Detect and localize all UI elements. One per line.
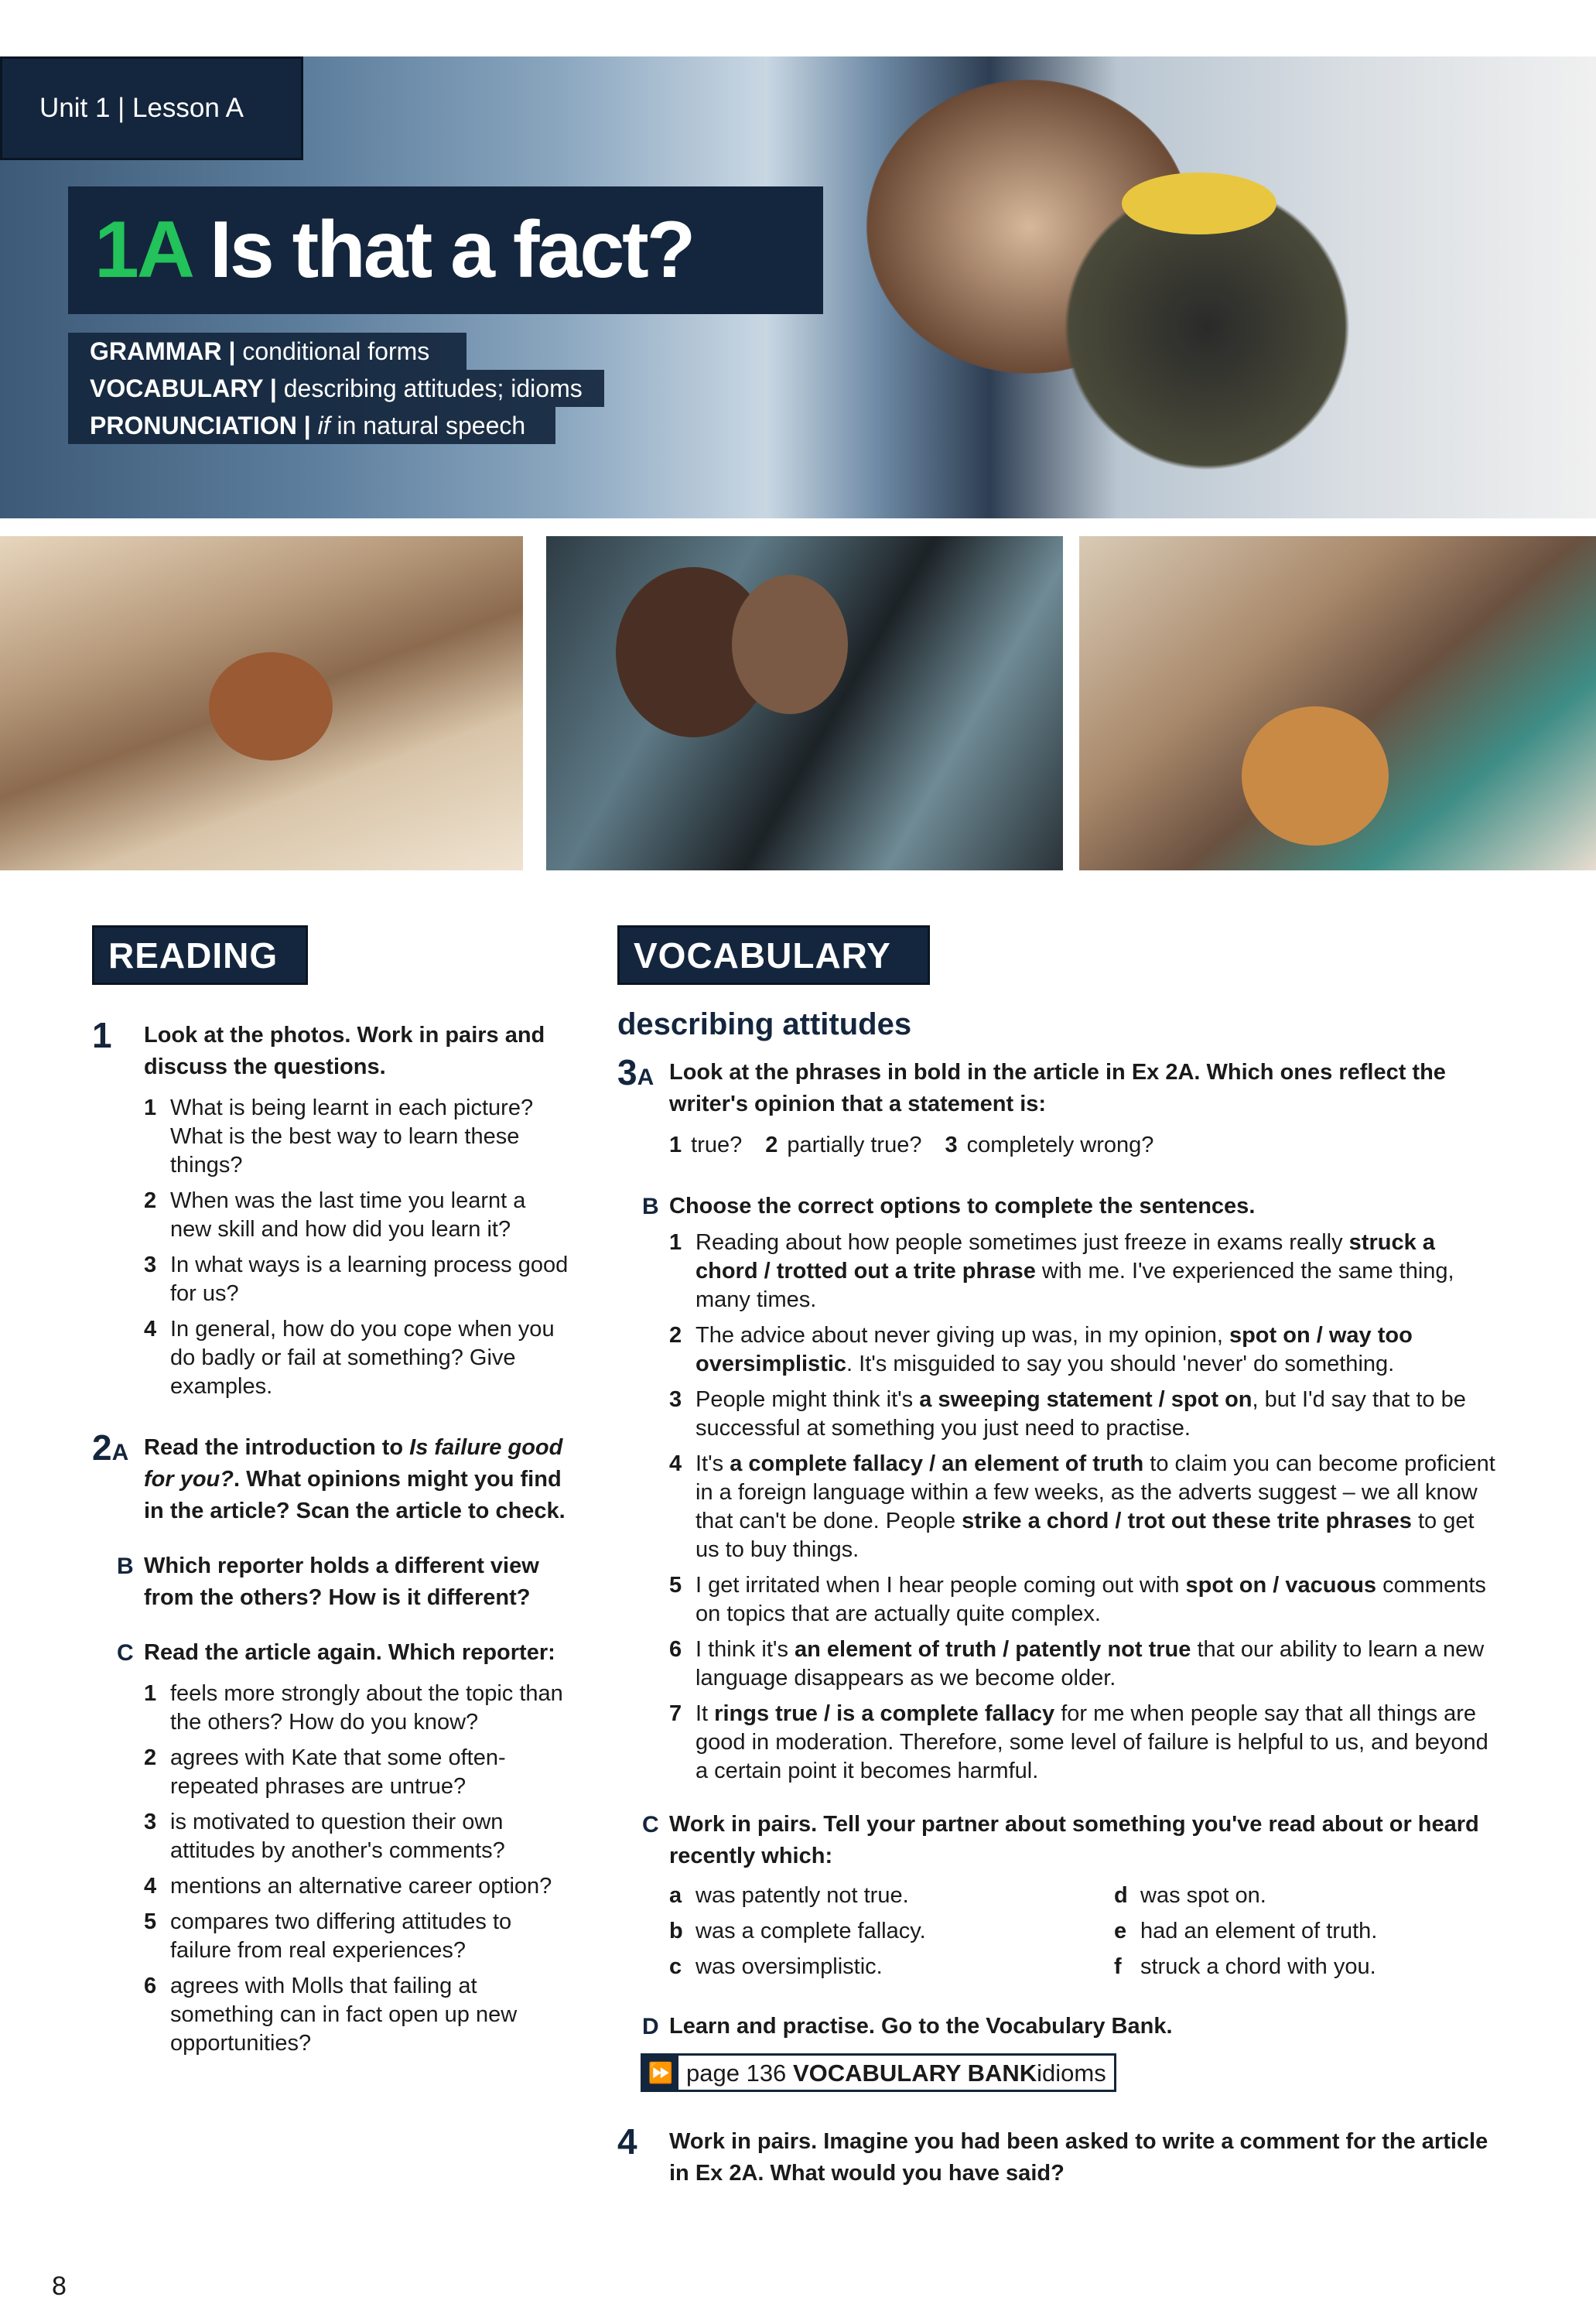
item-letter: a <box>669 1883 682 1908</box>
item-text: was oversimplistic. <box>695 1954 883 1979</box>
prompt-item <box>669 1882 1114 1910</box>
list-item <box>144 1872 572 1901</box>
sentence-item <box>669 1450 1499 1564</box>
item-text: In what ways is a learning process good for us? <box>170 1253 569 1306</box>
item-text: was a complete fallacy. <box>695 1919 926 1943</box>
exercise-letter: B <box>642 1194 659 1219</box>
sentence-item <box>669 1571 1499 1629</box>
sentence-item <box>669 1321 1499 1379</box>
phrase-options: spot on / vacuous <box>1185 1573 1377 1598</box>
photo-driving-lesson <box>546 536 1063 870</box>
lesson-title <box>68 186 823 314</box>
reading-heading: READING <box>92 925 308 985</box>
sentence-fragment: It <box>695 1701 715 1726</box>
sentence-text <box>695 1571 1499 1629</box>
sentence-fragment: I think it's <box>695 1637 795 1662</box>
sentence-fragment: , but I'd say that to be successful at something you just need to practise. <box>695 1387 1466 1441</box>
exercise-letter: C <box>117 1640 134 1666</box>
item-text: In general, how do you cope when you do badly or fail at something? Give examples. <box>170 1317 555 1399</box>
exercise-number-digit: 3 <box>617 1052 637 1092</box>
list-item <box>144 1744 572 1801</box>
item-letter: b <box>669 1919 683 1943</box>
list-item <box>144 1187 572 1244</box>
phrase-options: a sweeping statement / spot on <box>919 1387 1253 1412</box>
sentence-fragment: that our ability to learn a new language disappears as we become older. <box>695 1637 1485 1690</box>
option-item <box>765 1131 921 1160</box>
reading-section <box>92 1015 572 2065</box>
grammar-focus <box>68 333 466 370</box>
sentence-fragment: People might think it's <box>695 1387 920 1412</box>
sentence-item <box>669 1636 1499 1693</box>
phrase-options: spot on / way too oversimplistic <box>695 1323 1413 1376</box>
option-list <box>669 1131 1499 1160</box>
option-number: 2 <box>765 1133 778 1157</box>
focus-label: VOCABULARY | <box>90 374 277 402</box>
item-number: 1 <box>144 1096 157 1120</box>
sentence-fragment: Reading about how people sometimes just freeze in exams really <box>695 1230 1349 1255</box>
pronunciation-focus <box>68 407 555 444</box>
exercise-instruction: Look at the photos. Work in pairs and discuss the questions. <box>144 1023 545 1079</box>
photo-detail <box>1242 706 1389 846</box>
item-number: 1 <box>669 1230 682 1255</box>
item-text: was patently not true. <box>695 1883 909 1908</box>
item-text: agrees with Molls that failing at something can in fact open up new opportunities? <box>170 1974 518 2056</box>
item-number: 2 <box>144 1188 157 1213</box>
sentence-text <box>695 1450 1499 1564</box>
prompt-item <box>669 1917 1114 1946</box>
sentence-text <box>695 1229 1499 1314</box>
prompt-list <box>669 1882 1499 1981</box>
exercise-instruction: Work in pairs. Tell your partner about something you've read about or heard recently which: <box>669 1812 1479 1868</box>
item-text: is motivated to question their own attitudes by another's comments? <box>170 1810 505 1863</box>
item-number: 3 <box>144 1253 157 1277</box>
item-number: 4 <box>669 1451 682 1476</box>
exercise-1 <box>92 1015 572 1083</box>
vocabulary-bank-link[interactable] <box>641 2053 1116 2092</box>
item-letter: c <box>669 1954 682 1979</box>
instruction-text: Read the introduction to <box>144 1435 410 1460</box>
exercise-3a <box>617 1052 1499 1120</box>
item-letter: e <box>1114 1919 1127 1943</box>
exercise-number-digit: 2 <box>92 1427 112 1468</box>
sentence-fragment: It's <box>695 1451 730 1476</box>
item-letter: d <box>1114 1883 1128 1908</box>
focus-text-italic: if <box>310 412 330 439</box>
exercise-letter: D <box>642 2014 659 2039</box>
option-item <box>669 1131 742 1160</box>
item-number: 5 <box>144 1909 157 1934</box>
sentence-fragment: I get irritated when I hear people coming out with <box>695 1573 1186 1598</box>
option-number: 1 <box>669 1133 682 1157</box>
list-item <box>144 1094 572 1180</box>
sentence-fragment: for me when people say that all things are good in moderation. Therefore, some level of failure is helpful to us, and beyond a certain point it becomes harmful. <box>695 1701 1488 1783</box>
option-text: partially true? <box>787 1133 922 1157</box>
photo-detail <box>732 575 848 714</box>
unit-lesson-label: Unit 1 | Lesson A <box>0 56 303 160</box>
sentence-text <box>695 1321 1499 1379</box>
exercise-3b <box>617 1191 1499 1222</box>
sentence-fragment: comments on topics that are actually quite complex. <box>695 1573 1486 1626</box>
vocabulary-focus <box>68 370 604 407</box>
bank-page: page 136 <box>686 2059 787 2087</box>
sentence-text <box>695 1636 1499 1693</box>
lesson-number: 1A <box>94 205 193 295</box>
exercise-instruction: Choose the correct options to complete the sentences. <box>669 1194 1256 1219</box>
exercise-letter: B <box>117 1554 134 1579</box>
focus-label: GRAMMAR | <box>90 337 236 365</box>
exercise-instruction: Learn and practise. Go to the Vocabulary Bank. <box>669 2014 1173 2039</box>
exercise-number: 1 <box>92 1015 112 1055</box>
item-text: When was the last time you learnt a new skill and how did you learn it? <box>170 1188 526 1242</box>
vocabulary-subheading: describing attitudes <box>617 1007 912 1041</box>
exercise-2a <box>92 1427 572 1527</box>
sentence-text <box>695 1386 1499 1443</box>
focus-text: in natural speech <box>330 412 526 439</box>
item-number: 2 <box>144 1745 157 1770</box>
item-number: 7 <box>669 1701 682 1726</box>
option-text: true? <box>691 1133 743 1157</box>
list-item <box>144 1908 572 1965</box>
phrase-options: an element of truth / patently not true <box>795 1637 1191 1662</box>
item-letter: f <box>1114 1954 1122 1979</box>
exercise-4 <box>617 2121 1499 2189</box>
item-number: 2 <box>669 1323 682 1348</box>
option-number: 3 <box>945 1133 958 1157</box>
sentence-list <box>669 1229 1499 1786</box>
article-title: Is failure good for you? <box>144 1435 563 1492</box>
item-text: feels more strongly about the topic than the others? How do you know? <box>170 1681 563 1735</box>
option-item <box>945 1131 1153 1160</box>
phrase-options: a complete fallacy / an element of truth <box>730 1451 1144 1476</box>
question-list <box>144 1680 572 2058</box>
vocabulary-section <box>617 1006 1499 2189</box>
exercise-instruction <box>144 1432 572 1527</box>
question-list <box>144 1094 572 1401</box>
prompt-item <box>1114 1917 1499 1946</box>
item-number: 6 <box>669 1637 682 1662</box>
item-text: mentions an alternative career option? <box>170 1874 552 1899</box>
focus-text: describing attitudes; idioms <box>276 374 583 402</box>
exercise-3d <box>617 2011 1499 2042</box>
exercise-3c <box>617 1809 1499 1872</box>
focus-label: PRONUNCIATION | <box>90 412 311 439</box>
phrase-options: struck a chord / trotted out a trite phrase <box>695 1230 1435 1284</box>
exercise-number <box>92 1427 144 1527</box>
page-number: 8 <box>52 2271 67 2301</box>
item-number: 3 <box>669 1387 682 1412</box>
exercise-number <box>617 1052 669 1120</box>
focus-text: conditional forms <box>235 337 430 365</box>
item-number: 4 <box>144 1874 157 1899</box>
sentence-item <box>669 1229 1499 1314</box>
photo-detail <box>209 652 333 761</box>
item-text: was spot on. <box>1140 1883 1266 1908</box>
lesson-title-text: Is that a fact? <box>209 205 694 295</box>
prompt-item <box>1114 1953 1499 1981</box>
vocabulary-heading: VOCABULARY <box>617 925 930 985</box>
list-item <box>144 1251 572 1308</box>
photo-pottery <box>0 536 523 870</box>
list-item <box>144 1972 572 2058</box>
exercise-2b <box>92 1550 572 1614</box>
exercise-instruction: Work in pairs. Imagine you had been asked to write a comment for the article in Ex 2A. What would you have said? <box>669 2129 1488 2186</box>
sentence-fragment: to get us to buy things. <box>695 1509 1475 1562</box>
exercise-letter: A <box>637 1065 654 1090</box>
sentence-item <box>669 1700 1499 1786</box>
item-text: agrees with Kate that some often-repeated phrases are untrue? <box>170 1745 506 1799</box>
sentence-item <box>669 1386 1499 1443</box>
exercise-letter: A <box>111 1440 129 1465</box>
exercise-instruction: Which reporter holds a different view from the others? How is it different? <box>144 1554 539 1610</box>
photo-detail <box>1122 173 1276 234</box>
list-item <box>144 1808 572 1865</box>
list-item <box>144 1680 572 1737</box>
exercise-instruction: Look at the phrases in bold in the article in Ex 2A. Which ones reflect the writer's opinion that a statement is: <box>669 1060 1446 1116</box>
item-text: struck a chord with you. <box>1140 1954 1376 1979</box>
bank-topic: idioms <box>1037 2059 1106 2087</box>
prompt-item <box>669 1953 1114 1981</box>
sentence-fragment: to claim you can become proficient in a foreign language within a few weeks, as the adverts suggest – we all know that can't be done. People <box>695 1451 1495 1533</box>
item-text: compares two differing attitudes to failure from real experiences? <box>170 1909 512 1963</box>
list-item <box>144 1315 572 1401</box>
item-number: 3 <box>144 1810 157 1834</box>
sentence-text <box>695 1700 1499 1786</box>
exercise-instruction: Read the article again. Which reporter: <box>144 1640 555 1665</box>
item-number: 5 <box>669 1573 682 1598</box>
photo-guitar <box>1079 536 1596 870</box>
sentence-fragment: . It's misguided to say you should 'never' do something. <box>846 1352 1395 1376</box>
sentence-fragment: with me. I've experienced the same thing, many times. <box>695 1259 1454 1312</box>
item-text: had an element of truth. <box>1140 1919 1378 1943</box>
fast-forward-icon: ⏩ <box>643 2056 678 2090</box>
instruction-text: . What opinions might you find in the article? Scan the article to check. <box>144 1467 566 1523</box>
exercise-letter: C <box>642 1812 659 1837</box>
prompt-item <box>1114 1882 1499 1910</box>
item-number: 4 <box>144 1317 157 1342</box>
phrase-options: rings true / is a complete fallacy <box>714 1701 1055 1726</box>
bank-label: VOCABULARY BANK <box>792 2059 1037 2087</box>
exercise-number: 4 <box>617 2121 637 2162</box>
item-text: What is being learnt in each picture? What is the best way to learn these things? <box>170 1096 534 1178</box>
option-text: completely wrong? <box>966 1133 1154 1157</box>
sentence-fragment: The advice about never giving up was, in my opinion, <box>695 1323 1229 1348</box>
vocabulary-bank-text <box>678 2056 1114 2090</box>
item-number: 1 <box>144 1681 157 1706</box>
item-number: 6 <box>144 1974 157 1998</box>
phrase-options: strike a chord / trot out these trite phrases <box>962 1509 1412 1533</box>
exercise-2c <box>92 1637 572 1669</box>
